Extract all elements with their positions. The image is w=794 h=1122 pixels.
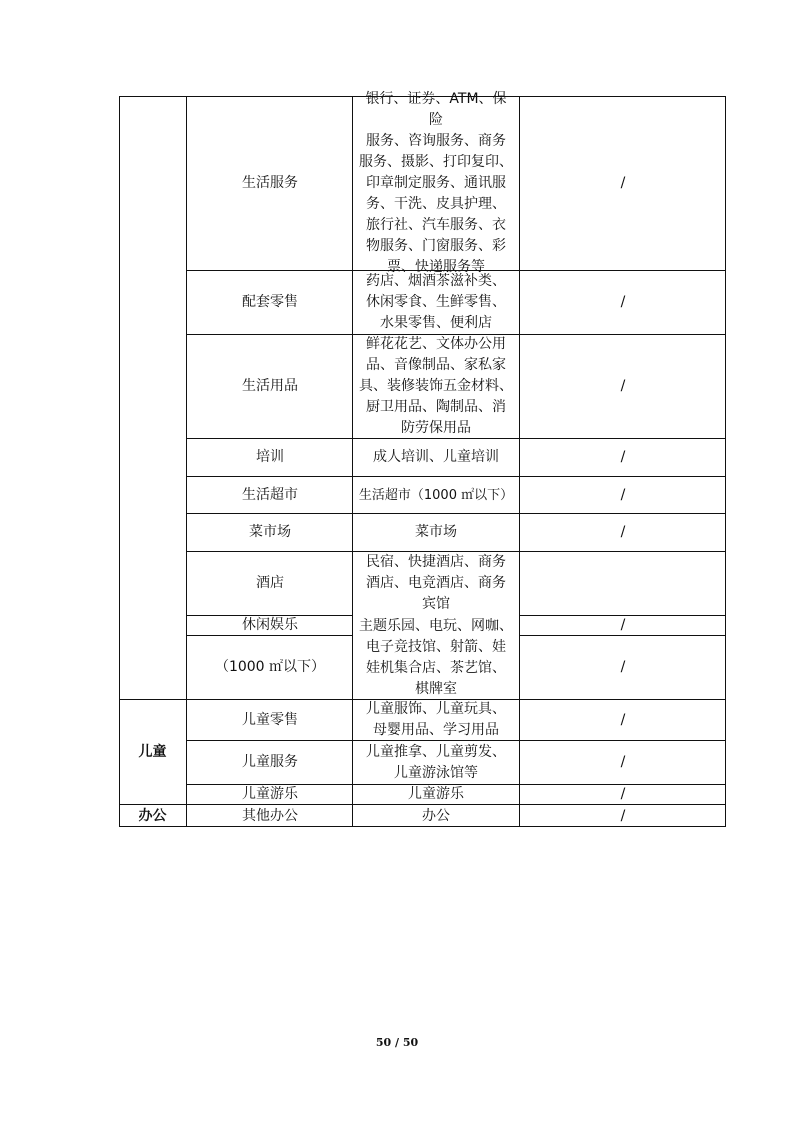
subcategory-note-cell — [187, 636, 353, 699]
subcategory-cell — [187, 477, 353, 513]
category-text: 办公 — [138, 807, 167, 824]
mark-text: / — [620, 174, 626, 191]
description-cell — [353, 271, 519, 334]
description-cell — [353, 785, 519, 804]
description-text: 儿童游乐 — [408, 786, 464, 802]
subcategory-cell — [187, 785, 353, 804]
subcategory-cell — [187, 552, 353, 615]
mark-cell — [520, 335, 726, 438]
subcategory-cell — [187, 96, 353, 270]
description-text: 成人培训、儿童培训 — [373, 449, 499, 465]
description-cell — [353, 616, 519, 699]
description-text: 儿童服饰、儿童玩具、 母婴用品、学习用品 — [366, 701, 506, 738]
mark-cell — [520, 616, 726, 635]
description-cell — [353, 741, 519, 784]
description-cell — [353, 514, 519, 551]
business-type-table — [119, 90, 726, 827]
description-text: 主题乐园、电玩、网咖、 电子竞技馆、射箭、娃 娃机集合店、茶艺馆、 棋牌室 — [359, 617, 513, 697]
description-cell — [353, 700, 519, 740]
description-text: 办公 — [422, 807, 450, 824]
mark-text: / — [620, 294, 626, 310]
subcategory-cell — [187, 805, 353, 827]
description-text: 儿童推拿、儿童剪发、 儿童游泳馆等 — [366, 743, 506, 781]
subcategory-text: 酒店 — [256, 575, 284, 591]
subcategory-text: 培训 — [256, 449, 284, 465]
subcategory-cell — [187, 700, 353, 740]
category-cell-office — [119, 805, 186, 827]
mark-text: / — [620, 754, 626, 770]
mark-cell — [520, 785, 726, 804]
mark-text: / — [620, 711, 626, 728]
subcategory-cell — [187, 741, 353, 784]
description-cell — [353, 552, 519, 615]
subcategory-text: 配套零售 — [242, 294, 298, 310]
description-text: 民宿、快捷酒店、商务 酒店、电竞酒店、商务 宾馆 — [366, 554, 506, 612]
subcategory-text: 其他办公 — [242, 807, 298, 824]
mark-text: / — [620, 524, 626, 540]
mark-cell — [520, 700, 726, 740]
description-text: 鲜花花艺、文体办公用 品、音像制品、家私家 具、装修装饰五金材料、 厨卫用品、陶制品、消 防劳保用品 — [359, 336, 513, 436]
description-cell — [353, 477, 519, 513]
mark-text: / — [620, 786, 626, 802]
mark-cell — [520, 271, 726, 334]
subcategory-text: 生活用品 — [242, 378, 298, 394]
description-cell — [353, 335, 519, 438]
description-cell — [353, 439, 519, 476]
subcategory-text: 生活服务 — [242, 174, 298, 191]
mark-cell — [520, 514, 726, 551]
mark-text: / — [620, 486, 626, 503]
mark-cell — [520, 552, 726, 615]
description-text: 银行、证券、ATM、保险 服务、咨询服务、商务 服务、摄影、打印复印、 印章制定服务、通讯服 务、干洗、皮具护理、 旅行社、汽车服务、衣 物服务、门窗服务、彩 票、快递服务等 — [359, 90, 513, 275]
description-cell — [353, 90, 519, 275]
description-cell — [353, 805, 519, 827]
subcategory-text: 儿童游乐 — [242, 786, 298, 802]
mark-cell — [520, 439, 726, 476]
mark-cell — [520, 636, 726, 699]
subcategory-cell — [187, 335, 353, 438]
mark-cell — [520, 96, 726, 270]
mark-cell — [520, 805, 726, 827]
mark-text: / — [620, 449, 626, 465]
category-cell-children — [119, 700, 186, 804]
subcategory-text: 生活超市 — [242, 486, 298, 503]
subcategory-cell — [187, 616, 353, 635]
description-text: 生活超市（1000 ㎡以下） — [358, 487, 514, 503]
category-text: 儿童 — [138, 743, 167, 760]
mark-text: / — [620, 617, 626, 633]
mark-cell — [520, 477, 726, 513]
mark-cell — [520, 741, 726, 784]
mark-text: / — [620, 378, 626, 394]
subcategory-cell — [187, 439, 353, 476]
mark-text: / — [620, 659, 626, 675]
description-text: 药店、烟酒茶滋补类、 休闲零食、生鲜零售、 水果零售、便利店 — [366, 273, 506, 331]
subcategory-cell — [187, 514, 353, 551]
page-number: 50 / 50 — [375, 1036, 419, 1049]
subcategory-text: 儿童零售 — [242, 711, 298, 728]
subcategory-cell — [187, 271, 353, 334]
mark-text: / — [620, 807, 626, 824]
subcategory-text: 休闲娱乐 — [242, 617, 298, 633]
subcategory-text: 菜市场 — [249, 524, 291, 540]
subcategory-note-text: （1000 ㎡以下） — [214, 659, 326, 675]
subcategory-text: 儿童服务 — [242, 754, 298, 770]
description-text: 菜市场 — [415, 524, 457, 540]
